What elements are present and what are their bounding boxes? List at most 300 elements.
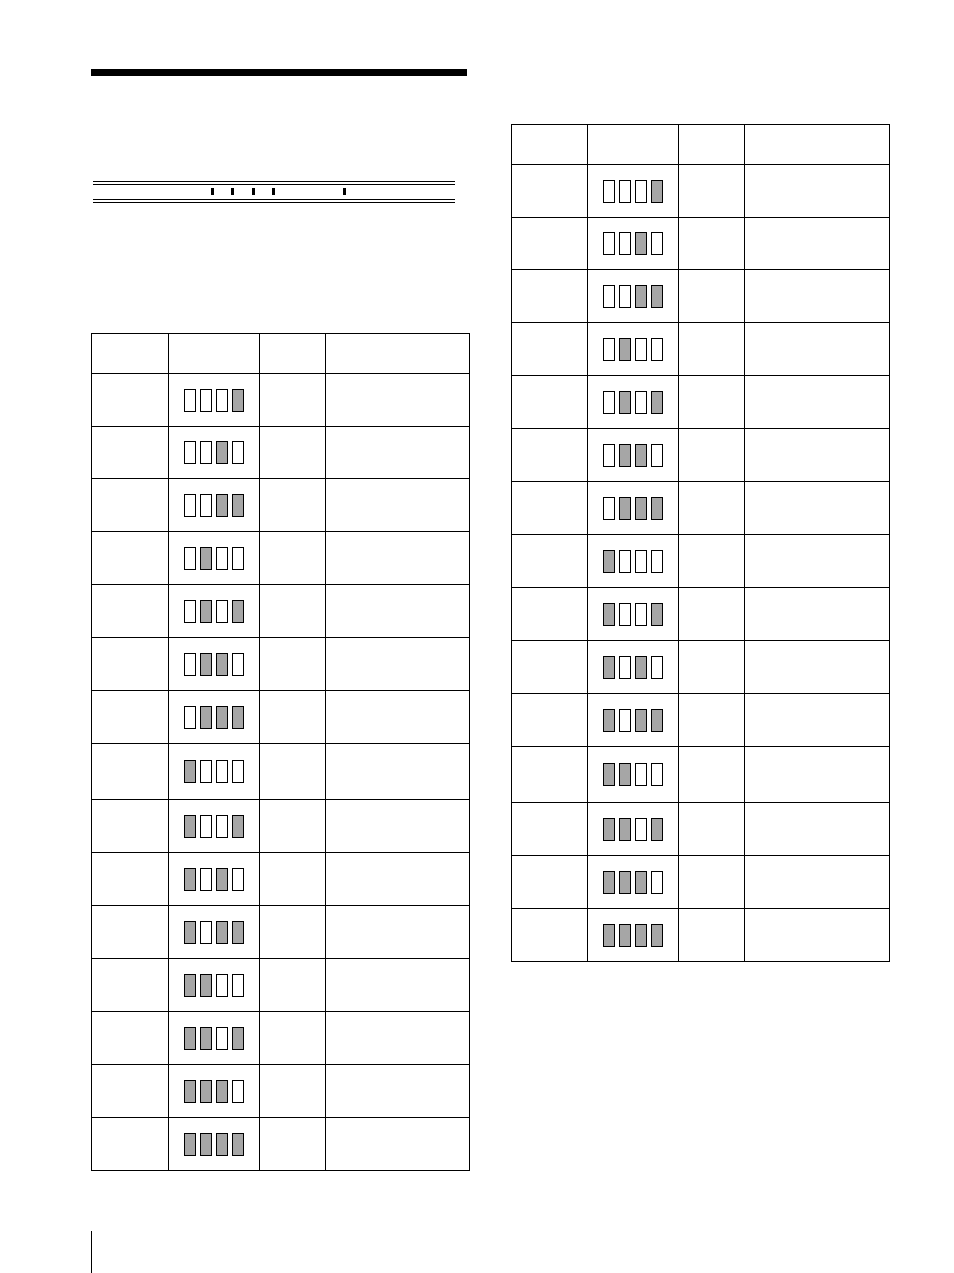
table-row bbox=[92, 800, 470, 853]
switch-on-segment bbox=[216, 868, 228, 891]
switch-on-segment bbox=[232, 600, 244, 623]
dip-switch-cell bbox=[169, 906, 260, 959]
switch-on-segment bbox=[619, 763, 631, 786]
dip-switch-diagram bbox=[184, 1027, 244, 1050]
table-cell bbox=[679, 270, 745, 323]
switch-off-segment bbox=[619, 285, 631, 308]
switch-off-segment bbox=[184, 547, 196, 570]
table-cell bbox=[92, 427, 169, 479]
dip-switch-diagram bbox=[603, 391, 663, 414]
table-row bbox=[92, 532, 470, 585]
switch-off-segment bbox=[635, 338, 647, 361]
header-cell bbox=[169, 334, 260, 374]
switch-on-segment bbox=[603, 763, 615, 786]
switch-off-segment bbox=[216, 815, 228, 838]
switch-on-segment bbox=[232, 389, 244, 412]
switch-on-segment bbox=[216, 706, 228, 729]
switch-off-segment bbox=[232, 653, 244, 676]
switch-on-segment bbox=[603, 871, 615, 894]
table-cell bbox=[92, 374, 169, 427]
table-row bbox=[512, 641, 890, 694]
switch-off-segment bbox=[184, 653, 196, 676]
dip-switch-diagram bbox=[184, 389, 244, 412]
table-cell bbox=[512, 376, 588, 429]
dip-switch-cell bbox=[588, 482, 679, 535]
dip-switch-diagram bbox=[184, 760, 244, 783]
switch-off-segment bbox=[619, 180, 631, 203]
header-cell bbox=[92, 334, 169, 374]
table-row bbox=[512, 429, 890, 482]
switch-off-segment bbox=[603, 444, 615, 467]
dip-switch-cell bbox=[169, 427, 260, 479]
switch-off-segment bbox=[184, 441, 196, 464]
table-row bbox=[512, 323, 890, 376]
switch-on-segment bbox=[635, 285, 647, 308]
strip-line-top bbox=[93, 181, 455, 182]
switch-off-segment bbox=[651, 444, 663, 467]
dip-switch-cell bbox=[588, 747, 679, 803]
dip-switch-cell bbox=[588, 694, 679, 747]
table-row bbox=[92, 744, 470, 800]
switch-off-segment bbox=[232, 868, 244, 891]
table-row bbox=[512, 482, 890, 535]
dip-switch-diagram bbox=[184, 600, 244, 623]
table-row bbox=[92, 479, 470, 532]
dip-switch-cell bbox=[588, 856, 679, 909]
table-cell bbox=[745, 323, 890, 376]
switch-on-segment bbox=[603, 709, 615, 732]
dip-switch-cell bbox=[588, 165, 679, 218]
switch-off-segment bbox=[603, 180, 615, 203]
switch-off-segment bbox=[619, 656, 631, 679]
table-cell bbox=[92, 906, 169, 959]
switch-off-segment bbox=[200, 441, 212, 464]
table-cell bbox=[260, 1118, 326, 1171]
table-cell bbox=[92, 532, 169, 585]
table-row bbox=[512, 376, 890, 429]
switch-on-segment bbox=[619, 391, 631, 414]
switch-on-segment bbox=[635, 497, 647, 520]
switch-on-segment bbox=[635, 924, 647, 947]
table-row bbox=[92, 959, 470, 1012]
table-cell bbox=[326, 744, 470, 800]
switch-on-segment bbox=[216, 653, 228, 676]
switch-on-segment bbox=[200, 600, 212, 623]
table-cell bbox=[92, 585, 169, 638]
switch-on-segment bbox=[200, 974, 212, 997]
table-cell bbox=[512, 856, 588, 909]
dip-switch-cell bbox=[169, 479, 260, 532]
switch-off-segment bbox=[603, 391, 615, 414]
table-cell bbox=[92, 479, 169, 532]
table-cell bbox=[92, 959, 169, 1012]
table-cell bbox=[92, 638, 169, 691]
switch-setting-table-left bbox=[91, 333, 470, 1171]
switch-on-segment bbox=[200, 1133, 212, 1156]
switch-off-segment bbox=[232, 974, 244, 997]
table-row bbox=[512, 694, 890, 747]
switch-on-segment bbox=[184, 1027, 196, 1050]
table-row bbox=[92, 1118, 470, 1171]
table-row bbox=[512, 270, 890, 323]
table-cell bbox=[326, 1012, 470, 1065]
dip-switch-cell bbox=[169, 638, 260, 691]
switch-on-segment bbox=[619, 818, 631, 841]
switch-on-segment bbox=[184, 1133, 196, 1156]
table-row bbox=[92, 1065, 470, 1118]
table-cell bbox=[745, 218, 890, 270]
table-cell bbox=[679, 165, 745, 218]
strip-line-bottom-2 bbox=[93, 202, 455, 203]
table-cell bbox=[679, 747, 745, 803]
dip-switch-diagram bbox=[603, 603, 663, 626]
switch-on-segment bbox=[651, 818, 663, 841]
table-row bbox=[512, 747, 890, 803]
table-cell bbox=[512, 747, 588, 803]
switch-off-segment bbox=[216, 1027, 228, 1050]
table-row bbox=[92, 427, 470, 479]
switch-off-segment bbox=[232, 547, 244, 570]
table-cell bbox=[679, 803, 745, 856]
table-cell bbox=[512, 482, 588, 535]
table-cell bbox=[326, 585, 470, 638]
switch-off-segment bbox=[232, 441, 244, 464]
table-cell bbox=[512, 323, 588, 376]
header-cell bbox=[326, 334, 470, 374]
indicator-mark bbox=[343, 188, 346, 195]
strip-line-bottom bbox=[93, 199, 455, 200]
dip-switch-cell bbox=[588, 429, 679, 482]
switch-on-segment bbox=[619, 497, 631, 520]
dip-switch-cell bbox=[588, 535, 679, 588]
table-cell bbox=[745, 747, 890, 803]
switch-on-segment bbox=[635, 709, 647, 732]
table-cell bbox=[745, 270, 890, 323]
table-cell bbox=[260, 853, 326, 906]
switch-off-segment bbox=[200, 815, 212, 838]
table-cell bbox=[326, 691, 470, 744]
table-cell bbox=[260, 906, 326, 959]
dip-switch-cell bbox=[588, 376, 679, 429]
table-cell bbox=[679, 909, 745, 962]
indicator-mark bbox=[211, 188, 214, 195]
table-row bbox=[512, 909, 890, 962]
table-cell bbox=[745, 165, 890, 218]
dip-switch-diagram bbox=[603, 444, 663, 467]
indicator-mark bbox=[252, 188, 255, 195]
switch-on-segment bbox=[603, 924, 615, 947]
switch-on-segment bbox=[184, 815, 196, 838]
dip-switch-cell bbox=[588, 909, 679, 962]
dip-switch-cell bbox=[588, 588, 679, 641]
dip-switch-diagram bbox=[184, 547, 244, 570]
table-cell bbox=[260, 585, 326, 638]
switch-on-segment bbox=[232, 1027, 244, 1050]
dip-switch-diagram bbox=[184, 1080, 244, 1103]
dip-switch-diagram bbox=[184, 815, 244, 838]
table-cell bbox=[92, 1118, 169, 1171]
switch-off-segment bbox=[603, 285, 615, 308]
dip-switch-cell bbox=[169, 959, 260, 1012]
table-cell bbox=[512, 641, 588, 694]
switch-off-segment bbox=[216, 600, 228, 623]
switch-on-segment bbox=[232, 921, 244, 944]
table-cell bbox=[326, 1065, 470, 1118]
table-cell bbox=[260, 744, 326, 800]
table-cell bbox=[679, 588, 745, 641]
table-cell bbox=[326, 959, 470, 1012]
dip-switch-diagram bbox=[603, 709, 663, 732]
table-cell bbox=[679, 535, 745, 588]
header-cell bbox=[512, 125, 588, 165]
switch-off-segment bbox=[619, 550, 631, 573]
table-cell bbox=[326, 638, 470, 691]
section-title-bar bbox=[91, 69, 467, 76]
dip-switch-diagram bbox=[603, 656, 663, 679]
header-cell bbox=[588, 125, 679, 165]
table-row bbox=[512, 803, 890, 856]
dip-switch-cell bbox=[169, 1012, 260, 1065]
table-cell bbox=[92, 853, 169, 906]
table-row bbox=[92, 585, 470, 638]
table-cell bbox=[679, 376, 745, 429]
switch-on-segment bbox=[184, 1080, 196, 1103]
table-cell bbox=[326, 906, 470, 959]
table-row bbox=[512, 588, 890, 641]
table-cell bbox=[260, 532, 326, 585]
dip-switch-diagram bbox=[603, 924, 663, 947]
switch-off-segment bbox=[184, 389, 196, 412]
switch-off-segment bbox=[635, 763, 647, 786]
table-row bbox=[92, 638, 470, 691]
dip-switch-diagram bbox=[184, 441, 244, 464]
table-cell bbox=[260, 638, 326, 691]
switch-on-segment bbox=[216, 1133, 228, 1156]
switch-on-segment bbox=[651, 709, 663, 732]
switch-off-segment bbox=[200, 389, 212, 412]
table-row bbox=[92, 374, 470, 427]
dip-switch-cell bbox=[588, 218, 679, 270]
switch-on-segment bbox=[200, 653, 212, 676]
table-cell bbox=[92, 1065, 169, 1118]
dip-switch-diagram bbox=[603, 497, 663, 520]
table-cell bbox=[745, 803, 890, 856]
indicator-mark bbox=[272, 188, 275, 195]
dip-switch-cell bbox=[588, 270, 679, 323]
table-cell bbox=[512, 429, 588, 482]
table-cell bbox=[260, 479, 326, 532]
switch-off-segment bbox=[232, 760, 244, 783]
switch-on-segment bbox=[635, 444, 647, 467]
table-cell bbox=[260, 1012, 326, 1065]
table-cell bbox=[326, 427, 470, 479]
dip-switch-cell bbox=[169, 532, 260, 585]
switch-on-segment bbox=[603, 550, 615, 573]
switch-on-segment bbox=[603, 818, 615, 841]
switch-off-segment bbox=[651, 871, 663, 894]
table-cell bbox=[679, 641, 745, 694]
switch-off-segment bbox=[200, 760, 212, 783]
dip-switch-diagram bbox=[184, 868, 244, 891]
table-row bbox=[512, 856, 890, 909]
dip-switch-diagram bbox=[184, 1133, 244, 1156]
dip-switch-diagram bbox=[603, 818, 663, 841]
switch-on-segment bbox=[216, 441, 228, 464]
switch-on-segment bbox=[651, 603, 663, 626]
table-cell bbox=[512, 909, 588, 962]
dip-switch-diagram bbox=[184, 706, 244, 729]
table-cell bbox=[745, 588, 890, 641]
table-cell bbox=[745, 429, 890, 482]
table-cell bbox=[92, 744, 169, 800]
switch-off-segment bbox=[216, 974, 228, 997]
table-cell bbox=[326, 374, 470, 427]
switch-off-segment bbox=[603, 497, 615, 520]
table-cell bbox=[326, 532, 470, 585]
dip-switch-cell bbox=[169, 1118, 260, 1171]
dip-switch-diagram bbox=[184, 494, 244, 517]
switch-on-segment bbox=[619, 444, 631, 467]
table-cell bbox=[512, 535, 588, 588]
dip-switch-diagram bbox=[184, 653, 244, 676]
table-row bbox=[92, 906, 470, 959]
switch-off-segment bbox=[200, 868, 212, 891]
margin-rule bbox=[91, 1231, 92, 1273]
table-cell bbox=[92, 800, 169, 853]
dip-switch-diagram bbox=[603, 871, 663, 894]
switch-on-segment bbox=[651, 180, 663, 203]
dip-switch-cell bbox=[169, 800, 260, 853]
switch-off-segment bbox=[216, 389, 228, 412]
switch-off-segment bbox=[651, 232, 663, 255]
dip-switch-diagram bbox=[603, 285, 663, 308]
table-cell bbox=[679, 482, 745, 535]
dip-switch-cell bbox=[588, 803, 679, 856]
switch-on-segment bbox=[200, 1027, 212, 1050]
switch-on-segment bbox=[603, 603, 615, 626]
dip-switch-cell bbox=[169, 744, 260, 800]
table-cell bbox=[745, 909, 890, 962]
switch-off-segment bbox=[232, 1080, 244, 1103]
table-cell bbox=[92, 1012, 169, 1065]
switch-off-segment bbox=[651, 763, 663, 786]
switch-setting-table-right bbox=[511, 124, 890, 962]
dip-switch-diagram bbox=[184, 921, 244, 944]
switch-off-segment bbox=[619, 603, 631, 626]
switch-on-segment bbox=[635, 232, 647, 255]
dip-switch-cell bbox=[169, 853, 260, 906]
table-cell bbox=[745, 535, 890, 588]
switch-on-segment bbox=[184, 868, 196, 891]
table-row bbox=[512, 218, 890, 270]
table-row bbox=[92, 853, 470, 906]
switch-on-segment bbox=[184, 760, 196, 783]
table-cell bbox=[679, 856, 745, 909]
table-cell bbox=[679, 694, 745, 747]
table-cell bbox=[260, 691, 326, 744]
dip-switch-diagram bbox=[603, 550, 663, 573]
switch-off-segment bbox=[619, 709, 631, 732]
switch-on-segment bbox=[232, 706, 244, 729]
dip-switch-cell bbox=[169, 585, 260, 638]
table-row bbox=[92, 691, 470, 744]
dip-switch-cell bbox=[169, 1065, 260, 1118]
table-cell bbox=[512, 218, 588, 270]
switch-off-segment bbox=[619, 232, 631, 255]
table-cell bbox=[512, 588, 588, 641]
switch-off-segment bbox=[200, 494, 212, 517]
switch-off-segment bbox=[184, 706, 196, 729]
switch-off-segment bbox=[651, 656, 663, 679]
switch-on-segment bbox=[216, 921, 228, 944]
switch-on-segment bbox=[232, 1133, 244, 1156]
table-cell bbox=[260, 800, 326, 853]
switch-off-segment bbox=[216, 547, 228, 570]
dip-switch-diagram bbox=[184, 974, 244, 997]
header-cell bbox=[679, 125, 745, 165]
header-cell bbox=[745, 125, 890, 165]
table-cell bbox=[92, 691, 169, 744]
table-cell bbox=[260, 959, 326, 1012]
header-cell bbox=[260, 334, 326, 374]
table-cell bbox=[326, 479, 470, 532]
dip-switch-cell bbox=[169, 691, 260, 744]
table-cell bbox=[512, 694, 588, 747]
table-row bbox=[92, 1012, 470, 1065]
switch-off-segment bbox=[200, 921, 212, 944]
switch-off-segment bbox=[603, 232, 615, 255]
indicator-mark bbox=[231, 188, 234, 195]
switch-on-segment bbox=[651, 391, 663, 414]
switch-off-segment bbox=[635, 391, 647, 414]
table-cell bbox=[260, 427, 326, 479]
switch-off-segment bbox=[603, 338, 615, 361]
table-cell bbox=[260, 1065, 326, 1118]
switch-on-segment bbox=[200, 547, 212, 570]
dip-switch-diagram bbox=[603, 232, 663, 255]
table-header-row bbox=[92, 334, 470, 374]
dip-switch-cell bbox=[169, 374, 260, 427]
table-header-row bbox=[512, 125, 890, 165]
dip-switch-cell bbox=[588, 641, 679, 694]
switch-off-segment bbox=[635, 818, 647, 841]
switch-on-segment bbox=[200, 706, 212, 729]
table-cell bbox=[745, 694, 890, 747]
switch-off-segment bbox=[216, 760, 228, 783]
switch-on-segment bbox=[635, 871, 647, 894]
table-cell bbox=[745, 376, 890, 429]
switch-off-segment bbox=[651, 550, 663, 573]
switch-off-segment bbox=[184, 600, 196, 623]
dip-switch-diagram bbox=[603, 180, 663, 203]
switch-off-segment bbox=[635, 603, 647, 626]
table-row bbox=[512, 165, 890, 218]
switch-off-segment bbox=[635, 550, 647, 573]
switch-on-segment bbox=[232, 815, 244, 838]
switch-on-segment bbox=[651, 924, 663, 947]
switch-on-segment bbox=[651, 285, 663, 308]
switch-on-segment bbox=[635, 656, 647, 679]
indicator-strip bbox=[93, 181, 455, 204]
switch-on-segment bbox=[184, 921, 196, 944]
table-cell bbox=[326, 800, 470, 853]
switch-on-segment bbox=[232, 494, 244, 517]
switch-on-segment bbox=[651, 497, 663, 520]
table-cell bbox=[326, 1118, 470, 1171]
switch-off-segment bbox=[651, 338, 663, 361]
table-cell bbox=[679, 429, 745, 482]
table-cell bbox=[745, 641, 890, 694]
